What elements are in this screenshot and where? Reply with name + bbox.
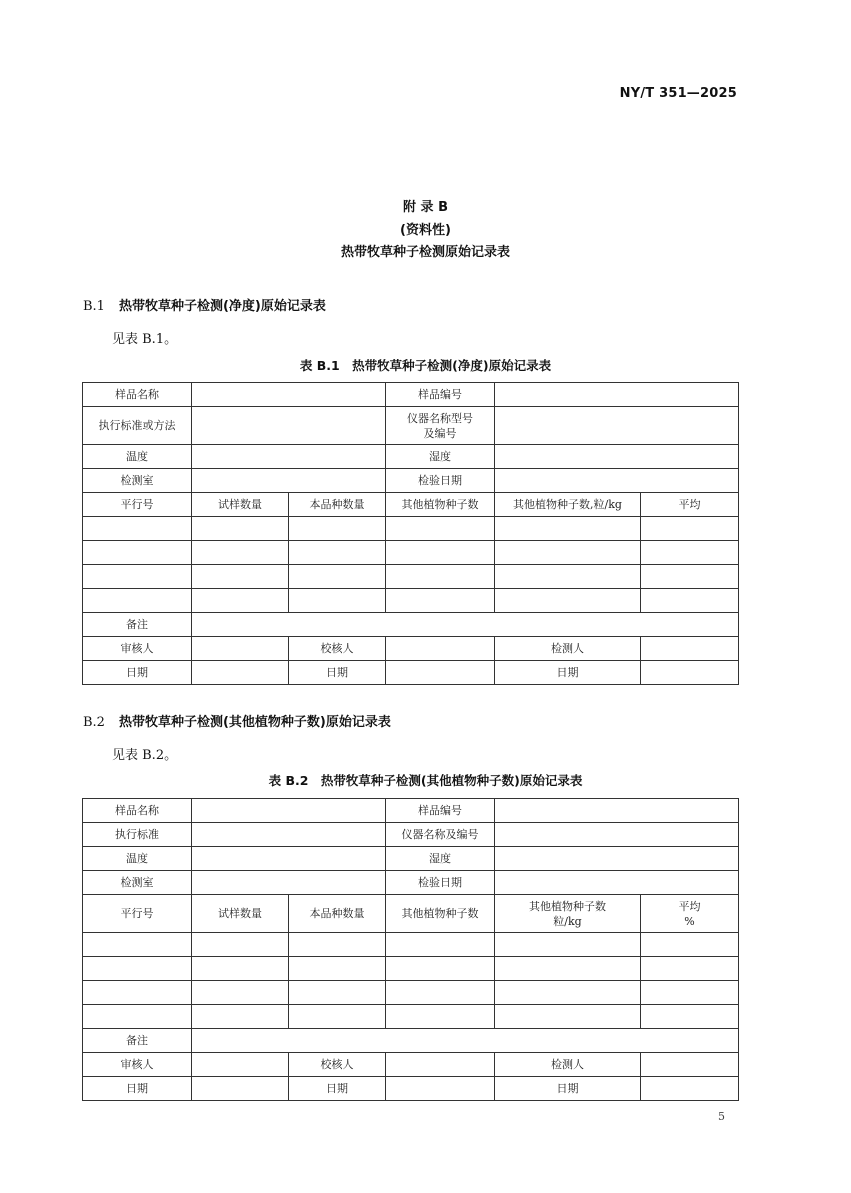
value-humidity <box>495 847 739 871</box>
label-humidity: 湿度 <box>386 847 495 871</box>
value-date <box>641 1077 739 1101</box>
label-sample-no: 样品编号 <box>386 799 495 823</box>
value-checker <box>386 1053 495 1077</box>
value-instrument <box>495 823 739 847</box>
header-sample-qty: 试样数量 <box>192 895 289 933</box>
annex-nature: (资料性) <box>400 223 451 238</box>
value-date <box>192 1077 289 1101</box>
value-remark <box>192 613 739 637</box>
header-other-per-kg-line2: 粒/kg <box>553 914 582 928</box>
label-temperature: 温度 <box>83 445 192 469</box>
label-date: 日期 <box>83 661 192 685</box>
value-sample-no <box>495 383 739 407</box>
label-date: 日期 <box>495 1077 641 1101</box>
value-instrument <box>495 407 739 445</box>
label-reviewer: 审核人 <box>83 1053 192 1077</box>
value-tester <box>641 637 739 661</box>
section-b1-title: 热带牧草种子检测(净度)原始记录表 <box>118 299 326 314</box>
header-average-line1: 平均 <box>678 899 701 913</box>
header-other-count: 其他植物种子数 <box>386 493 495 517</box>
value-sample-name <box>192 383 386 407</box>
label-test-date: 检验日期 <box>386 469 495 493</box>
label-lab: 检测室 <box>83 871 192 895</box>
header-other-per-kg-line1: 其他植物种子数 <box>529 899 606 913</box>
label-date: 日期 <box>495 661 641 685</box>
header-variety-qty: 本品种数量 <box>289 895 386 933</box>
label-date: 日期 <box>83 1077 192 1101</box>
value-humidity <box>495 445 739 469</box>
label-checker: 校核人 <box>289 1053 386 1077</box>
value-lab <box>192 469 386 493</box>
label-lab: 检测室 <box>83 469 192 493</box>
section-b2-title: 热带牧草种子检测(其他植物种子数)原始记录表 <box>118 715 391 730</box>
label-instrument-line2: 及编号 <box>423 426 457 440</box>
section-b1-reference: 见表 B.1。 <box>112 332 178 347</box>
header-variety-qty: 本品种数量 <box>289 493 386 517</box>
table-row <box>83 589 739 613</box>
table-row <box>83 981 739 1005</box>
label-remark: 备注 <box>83 613 192 637</box>
table-row <box>83 541 739 565</box>
header-other-count: 其他植物种子数 <box>386 895 495 933</box>
value-reviewer <box>192 1053 289 1077</box>
section-b1-number: B.1 <box>83 299 105 314</box>
section-b2-reference: 见表 B.2。 <box>112 748 178 763</box>
document-number: NY/T 351—2025 <box>619 86 737 101</box>
label-standard: 执行标准 <box>83 823 192 847</box>
annex-name: 热带牧草种子检测原始记录表 <box>340 245 510 260</box>
value-test-date <box>495 871 739 895</box>
value-temperature <box>192 445 386 469</box>
header-parallel: 平行号 <box>83 895 192 933</box>
value-tester <box>641 1053 739 1077</box>
label-humidity: 湿度 <box>386 445 495 469</box>
header-average-line2: % <box>684 914 695 928</box>
value-date <box>386 1077 495 1101</box>
label-sample-name: 样品名称 <box>83 383 192 407</box>
table-row <box>83 517 739 541</box>
section-b2-heading <box>83 711 391 730</box>
table-row <box>83 933 739 957</box>
header-parallel: 平行号 <box>83 493 192 517</box>
value-date <box>386 661 495 685</box>
label-sample-no: 样品编号 <box>386 383 495 407</box>
page-number: 5 <box>718 1110 725 1123</box>
value-temperature <box>192 847 386 871</box>
value-checker <box>386 637 495 661</box>
table-row <box>83 1005 739 1029</box>
value-sample-name <box>192 799 386 823</box>
label-date: 日期 <box>289 1077 386 1101</box>
header-other-per-kg: 其他植物种子数,粒/kg <box>495 493 641 517</box>
value-reviewer <box>192 637 289 661</box>
table-row <box>83 957 739 981</box>
value-remark <box>192 1029 739 1053</box>
label-tester: 检测人 <box>495 1053 641 1077</box>
table-row <box>83 565 739 589</box>
header-average <box>641 895 739 933</box>
value-lab <box>192 871 386 895</box>
annex-title: 附 录 B <box>403 200 448 215</box>
header-other-per-kg <box>495 895 641 933</box>
section-b2-number: B.2 <box>83 715 105 730</box>
header-sample-qty: 试样数量 <box>192 493 289 517</box>
label-temperature: 温度 <box>83 847 192 871</box>
table-b2 <box>82 798 739 1101</box>
header-average: 平均 <box>641 493 739 517</box>
label-instrument: 仪器名称及编号 <box>386 823 495 847</box>
label-sample-name: 样品名称 <box>83 799 192 823</box>
value-test-date <box>495 469 739 493</box>
value-sample-no <box>495 799 739 823</box>
value-date <box>641 661 739 685</box>
label-date: 日期 <box>289 661 386 685</box>
value-date <box>192 661 289 685</box>
section-b1-heading <box>83 295 326 314</box>
label-tester: 检测人 <box>495 637 641 661</box>
label-test-date: 检验日期 <box>386 871 495 895</box>
label-checker: 校核人 <box>289 637 386 661</box>
value-standard <box>192 823 386 847</box>
label-standard: 执行标准或方法 <box>83 407 192 445</box>
value-standard <box>192 407 386 445</box>
label-remark: 备注 <box>83 1029 192 1053</box>
label-reviewer: 审核人 <box>83 637 192 661</box>
table-b1 <box>82 382 739 685</box>
table-b1-caption: 表 B.1 热带牧草种子检测(净度)原始记录表 <box>299 358 552 373</box>
label-instrument-line1: 仪器名称型号 <box>407 411 473 425</box>
table-b2-caption: 表 B.2 热带牧草种子检测(其他植物种子数)原始记录表 <box>268 773 583 788</box>
label-instrument <box>386 407 495 445</box>
